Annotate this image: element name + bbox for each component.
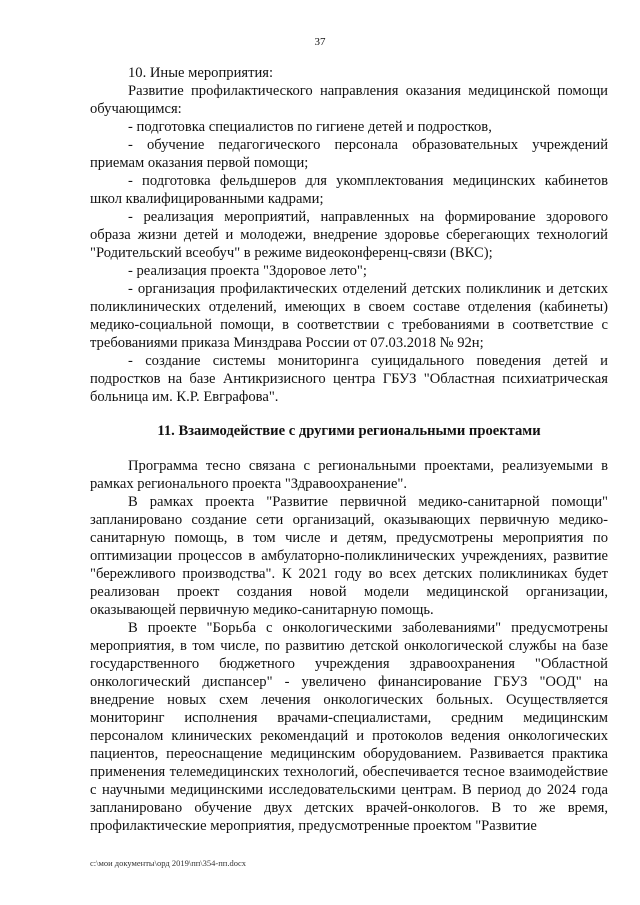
- list-item: - реализация проекта "Здоровое лето";: [128, 263, 367, 279]
- section-10-title: 10. Иные мероприятия:: [128, 65, 274, 81]
- list-item: - подготовка фельдшеров для укомплектования медицинских кабинетов школ квалифицированными кадрами;: [90, 173, 608, 207]
- section-11-heading: 11. Взаимодействие с другими региональными проектами: [157, 423, 541, 439]
- paragraph: Программа тесно связана с региональными проектами, реализуемыми в рамках регионального проекта "Здравоохранение".: [90, 458, 608, 492]
- list-item: - обучение педагогического персонала образовательных учреждений приемам оказания первой помощи;: [90, 137, 608, 171]
- section-10-intro: Развитие профилактического направления оказания медицинской помощи обучающимся:: [90, 83, 608, 117]
- file-path-footer: c:\мои документы\орд 2019\пп\354-пп.docx: [90, 858, 246, 868]
- document-body: [90, 64, 608, 835]
- section-10: [90, 64, 608, 406]
- list-item: - подготовка специалистов по гигиене детей и подростков,: [128, 119, 492, 135]
- list-item: - реализация мероприятий, направленных на формирование здорового образа жизни детей и молодежи, внедрение здоровье сберегающих технологий "Родительский всеобуч" в режиме видеоконференц-связи (ВКС);: [90, 209, 608, 261]
- section-11: [90, 457, 608, 835]
- list-item: - организация профилактических отделений детских поликлиник и детских поликлинических отделений, имеющих в своем составе отделения (кабинеты) медико-социальной помощи, в соответствии с требованиями в соответствие с требованиями приказа Минздрава России от 07.03.2018 № 92н;: [90, 281, 608, 351]
- paragraph: В рамках проекта "Развитие первичной медико-санитарной помощи" запланировано создание сети организаций, оказывающих первичную медико-санитарную помощь, в том числе и детям, предусмотрены мероприятия по оптимизации процессов в амбулаторно-поликлинических учреждениях, развитие "бережливого производства". К 2021 году во всех детских поликлиниках будет реализован проект создания новой модели медицинской организации, оказывающей первичную медико-санитарную помощь.: [90, 494, 608, 618]
- paragraph: В проекте "Борьба с онкологическими заболеваниями" предусмотрены мероприятия, в том числе, по развитию детской онкологической службы на базе государственного бюджетного учреждения здравоохранения "Областной онкологический диспансер" - увеличено финансирование ГБУЗ "ООД" на внедрение новых схем лечения онкологических больных. Осуществляется мониторинг исполнения врачами-специалистами, средним медицинским персоналом клинических рекомендаций и протоколов ведения онкологических пациентов, переоснащение медицинским оборудованием. Развивается практика применения телемедицинских технологий, обеспечивается тесное взаимодействие с научными медицинскими исследовательскими центрам. В период до 2024 года запланировано обучение двух детских врачей-онкологов. В то же время, профилактические мероприятия, предусмотренные проектом "Развитие: [90, 620, 608, 834]
- page-number: 37: [314, 36, 326, 48]
- list-item: - создание системы мониторинга суицидального поведения детей и подростков на базе Антикризисного центра ГБУЗ "Областная психиатрическая больница им. К.Р. Евграфова".: [90, 353, 608, 405]
